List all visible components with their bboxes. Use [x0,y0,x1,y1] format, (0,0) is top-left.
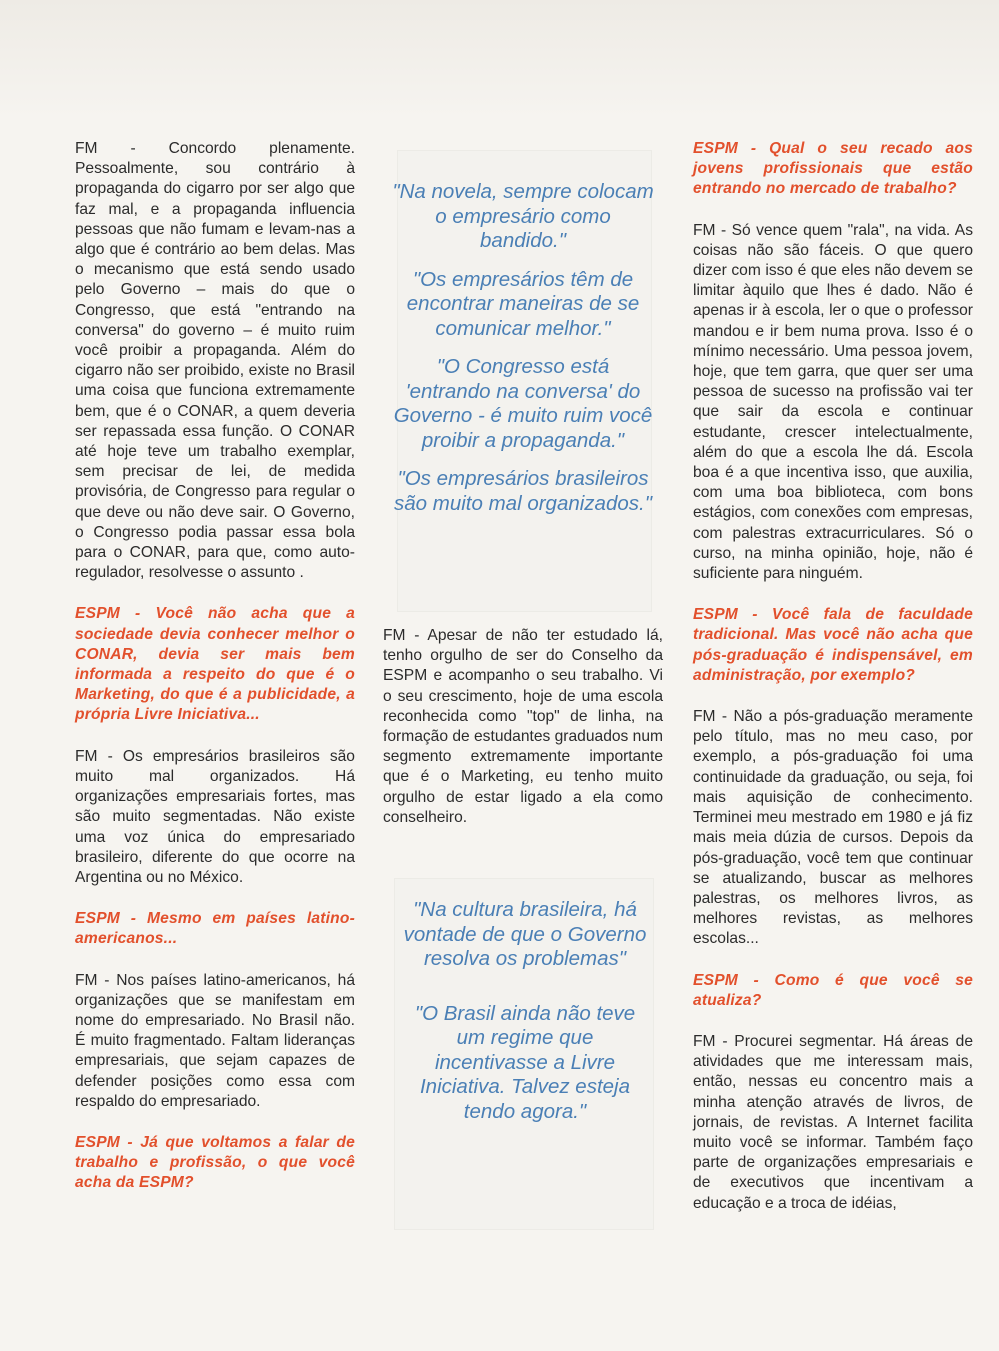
interviewer-question: ESPM - Já que voltamos a falar de trabalho e profissão, o que você acha da ESPM? [75,1133,355,1192]
pull-quote: "Na cultura brasileira, há vontade de que o Governo resolva os problemas" [403,898,647,970]
pull-quote: "O Brasil ainda não teve um regime que incentivasse a Livre Iniciativa. Talvez esteja tendo agora." [414,1001,636,1123]
pull-quote-block-top [392,180,654,530]
pull-quote: "O Congresso está 'entrando na conversa' do Governo - é muito ruim você proibir a propaganda." [393,355,653,452]
answer-paragraph: FM - Concordo plenamente. Pessoalmente, sou contrário à propaganda do cigarro por ser algo que faz mal, e a propaganda influencia pessoas que não fumam e levam-nas a algo que é contrário ao bem delas. Mas o mecanismo que está sendo usado pelo Governo – mais do que o Congresso, que está "entrando na conversa" do governo – é muito ruim você proibir a propaganda. Além do cigarro não ser proibido, existe no Brasil uma coisa que funciona extremamente bem, que é o CONAR, a quem deveria ser repassada essa função. O CONAR até hoje teve um trabalho exemplar, sem precisar de lei, de medida provisória, de Congresso para regular o que deve ou não deve sair. O Governo, o Congresso podia passar essa bola para o CONAR, para que, como auto-regulador, resolvesse o assunto . [75,140,355,582]
answer-paragraph: FM - Os empresários brasileiros são muito mal organizados. Há organizações empresariais fortes, mas são muito segmentadas. Não existe uma voz única do empresariado brasileiro, diferente do que ocorre na Argentina ou no México. [75,747,355,886]
answer-paragraph: FM - Procurei segmentar. Há áreas de atividades que me interessam mais, então, nessas eu concentro mais a minha atenção através de livros, de jornais, de revistas. A Internet facilita muito você se informar. Também faço parte de organizações empresariais e de executivos que incentivam a educação e a troca de idéias, [693,1032,973,1212]
interviewer-question: ESPM - Você não acha que a sociedade devia conhecer melhor o CONAR, devia ser mais bem informada a respeito do que é o Marketing, do que é a publicidade, a própria Livre Iniciativa... [75,605,355,724]
pull-quote: "Os empresários têm de encontrar maneiras de se comunicar melhor." [406,267,640,340]
interviewer-question: ESPM - Qual o seu recado aos jovens profissionais que estão entrando no mercado de trabalho? [693,140,973,198]
page-top-band [0,0,999,120]
answer-paragraph: FM - Não a pós-graduação meramente pelo título, mas no meu caso, por exemplo, a pós-graduação foi uma continuidade da graduação, ou seja, foi mais aquisição de conhecimento. Terminei meu mestrado em 1980 e já fiz mais meia dúzia de cursos. Depois da pós-graduação, você tem que continuar se atualizando, buscar as melhores palestras, os melhores livros, as melhores revistas, as melhores escolas... [693,708,973,948]
pull-quote: "Na novela, sempre colocam o empresário como bandido." [392,180,654,252]
interviewer-question: ESPM - Você fala de faculdade tradicional. Mas você não acha que pós-graduação é indispensável, em administração, por exemplo? [693,606,973,684]
answer-paragraph: FM - Apesar de não ter estudado lá, tenho orgulho de ser do Conselho da ESPM e acompanho o seu trabalho. Vi o seu crescimento, hoje de uma escola reconhecida como "top" de linha, na formação de estudantes graduados num segmento extremamente importante que é o Marketing, eu tenho muito orgulho de estar ligado a ela como conselheiro. [383,627,664,826]
answer-paragraph: FM - Nos países latino-americanos, há organizações que se manifestam em nome do empresariado. No Brasil não. É muito fragmentado. Faltam lideranças empresariais, que sejam capazes de defender posições como essa com respaldo do empresariado. [75,971,355,1110]
answer-paragraph: FM - Só vence quem "rala", na vida. As coisas não são fáceis. O que quero dizer com isso é que eles não devem se limitar àquilo que lhes é dado. Não é apenas ir à escola, ler o que o professor mandou e ir bem numa prova. Isso é o mínimo necessário. Uma pessoa jovem, hoje, que tem garra, que quer ser uma pessoa de sucesso na profissão vai ter que sair da escola e continuar estudante, crescer intelectualmente, além do que a escola lhe dá. Escola boa é a que incentiva isso, que auxilia, com uma boa biblioteca, com bons estágios, com conexões com empresas, com palestras extracurriculares. Só o curso, na minha opinião, hoje, não é suficiente para ninguém. [693,221,973,583]
interviewer-question: ESPM - Mesmo em países latino-americanos... [75,910,355,948]
right-column [693,139,973,1235]
left-column [75,139,355,1215]
interviewer-question: ESPM - Como é que você se atualiza? [693,971,973,1009]
middle-column [383,626,663,849]
pull-quote-block-bottom [400,898,650,1154]
pull-quote: "Os empresários brasileiros são muito mal organizados." [394,467,652,515]
